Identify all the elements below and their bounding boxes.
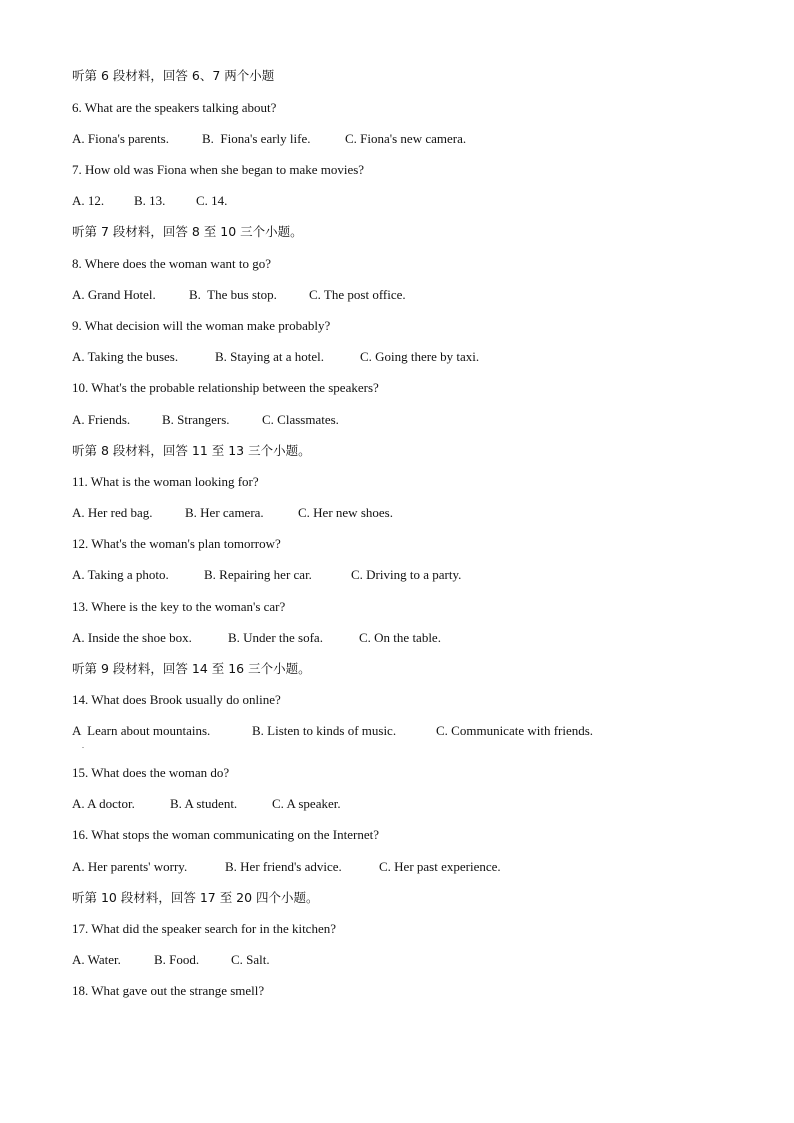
answer-option: B. Listen to kinds of music.	[252, 723, 397, 738]
answer-options	[72, 630, 441, 646]
answer-option: B. Strangers.	[162, 412, 230, 427]
answer-option: A. 12.	[72, 193, 105, 208]
answer-option: A. A doctor.	[72, 796, 135, 811]
question-text: 18. What gave out the strange smell?	[72, 983, 265, 998]
answer-option: C. Fiona's new camera.	[345, 131, 467, 146]
answer-option: C. Classmates.	[262, 412, 339, 427]
answer-option: C. 14.	[196, 193, 228, 208]
answer-option: B. The bus stop.	[189, 287, 277, 302]
answer-option: C. Communicate with friends.	[436, 723, 594, 738]
question-text: 14. What does Brook usually do online?	[72, 692, 281, 707]
answer-option: C. Her past experience.	[379, 859, 501, 874]
question-text: 8. Where does the woman want to go?	[72, 256, 272, 271]
answer-options	[72, 349, 479, 365]
question-text: 9. What decision will the woman make probably?	[72, 318, 331, 333]
answer-option: C. Her new shoes.	[298, 505, 393, 520]
answer-option: B. Staying at a hotel.	[215, 349, 325, 364]
section-heading: 听第 10 段材料，回答 17 至 20 四个小题。	[72, 890, 319, 905]
question-text: 11. What is the woman looking for?	[72, 474, 259, 489]
answer-options	[72, 193, 227, 209]
question-text: 17. What did the speaker search for in the kitchen?	[72, 921, 336, 936]
answer-options	[72, 131, 466, 147]
section-heading: 听第 9 段材料，回答 14 至 16 三个小题。	[72, 661, 311, 676]
answer-option: C. Salt.	[231, 952, 270, 967]
question-text: 7. How old was Fiona when she began to make movies?	[72, 162, 365, 177]
answer-option: C. On the table.	[359, 630, 441, 645]
section-heading: 听第 6 段材料，回答 6、7 两个小题	[72, 68, 275, 83]
question-text: 12. What's the woman's plan tomorrow?	[72, 536, 281, 551]
section-heading: 听第 7 段材料，回答 8 至 10 三个小题。	[72, 224, 303, 239]
answer-option: B. Her camera.	[185, 505, 264, 520]
answer-option: A. Taking a photo.	[72, 567, 169, 582]
answer-option: B. Under the sofa.	[228, 630, 323, 645]
question-text: 15. What does the woman do?	[72, 765, 230, 780]
answer-options	[72, 505, 393, 521]
answer-option: A. Grand Hotel.	[72, 287, 156, 302]
answer-options	[72, 412, 339, 428]
answer-option: A. Fiona's parents.	[72, 131, 169, 146]
answer-option: B. Food.	[154, 952, 200, 967]
answer-option: A. Her parents' worry.	[72, 859, 188, 874]
answer-option: A. Friends.	[72, 412, 131, 427]
answer-option: C. A speaker.	[272, 796, 341, 811]
question-text: 16. What stops the woman communicating on the Internet?	[72, 827, 379, 842]
answer-options	[72, 567, 461, 583]
answer-options	[72, 859, 501, 875]
answer-option: B. Her friend's advice.	[225, 859, 342, 874]
answer-option: A Learn about mountains.	[72, 723, 211, 738]
question-text: 10. What's the probable relationship between the speakers?	[72, 380, 379, 395]
section-heading: 听第 8 段材料，回答 11 至 13 三个小题。	[72, 443, 311, 458]
answer-option: C. The post office.	[309, 287, 406, 302]
question-text: 6. What are the speakers talking about?	[72, 100, 277, 115]
answer-option: A. Water.	[72, 952, 121, 967]
answer-options	[72, 796, 341, 812]
answer-option: A. Taking the buses.	[72, 349, 179, 364]
answer-option: B. A student.	[170, 796, 238, 811]
answer-option: B. Repairing her car.	[204, 567, 312, 582]
answer-option: B. Fiona's early life.	[202, 131, 311, 146]
answer-options	[72, 287, 406, 303]
answer-options	[72, 723, 593, 739]
answer-options	[72, 952, 270, 968]
answer-option: B. 13.	[134, 193, 166, 208]
stray-dot: .	[82, 741, 84, 750]
answer-option: A. Her red bag.	[72, 505, 153, 520]
answer-option: C. Driving to a party.	[351, 567, 462, 582]
question-text: 13. Where is the key to the woman's car?	[72, 599, 286, 614]
answer-option: C. Going there by taxi.	[360, 349, 480, 364]
answer-option: A. Inside the shoe box.	[72, 630, 192, 645]
